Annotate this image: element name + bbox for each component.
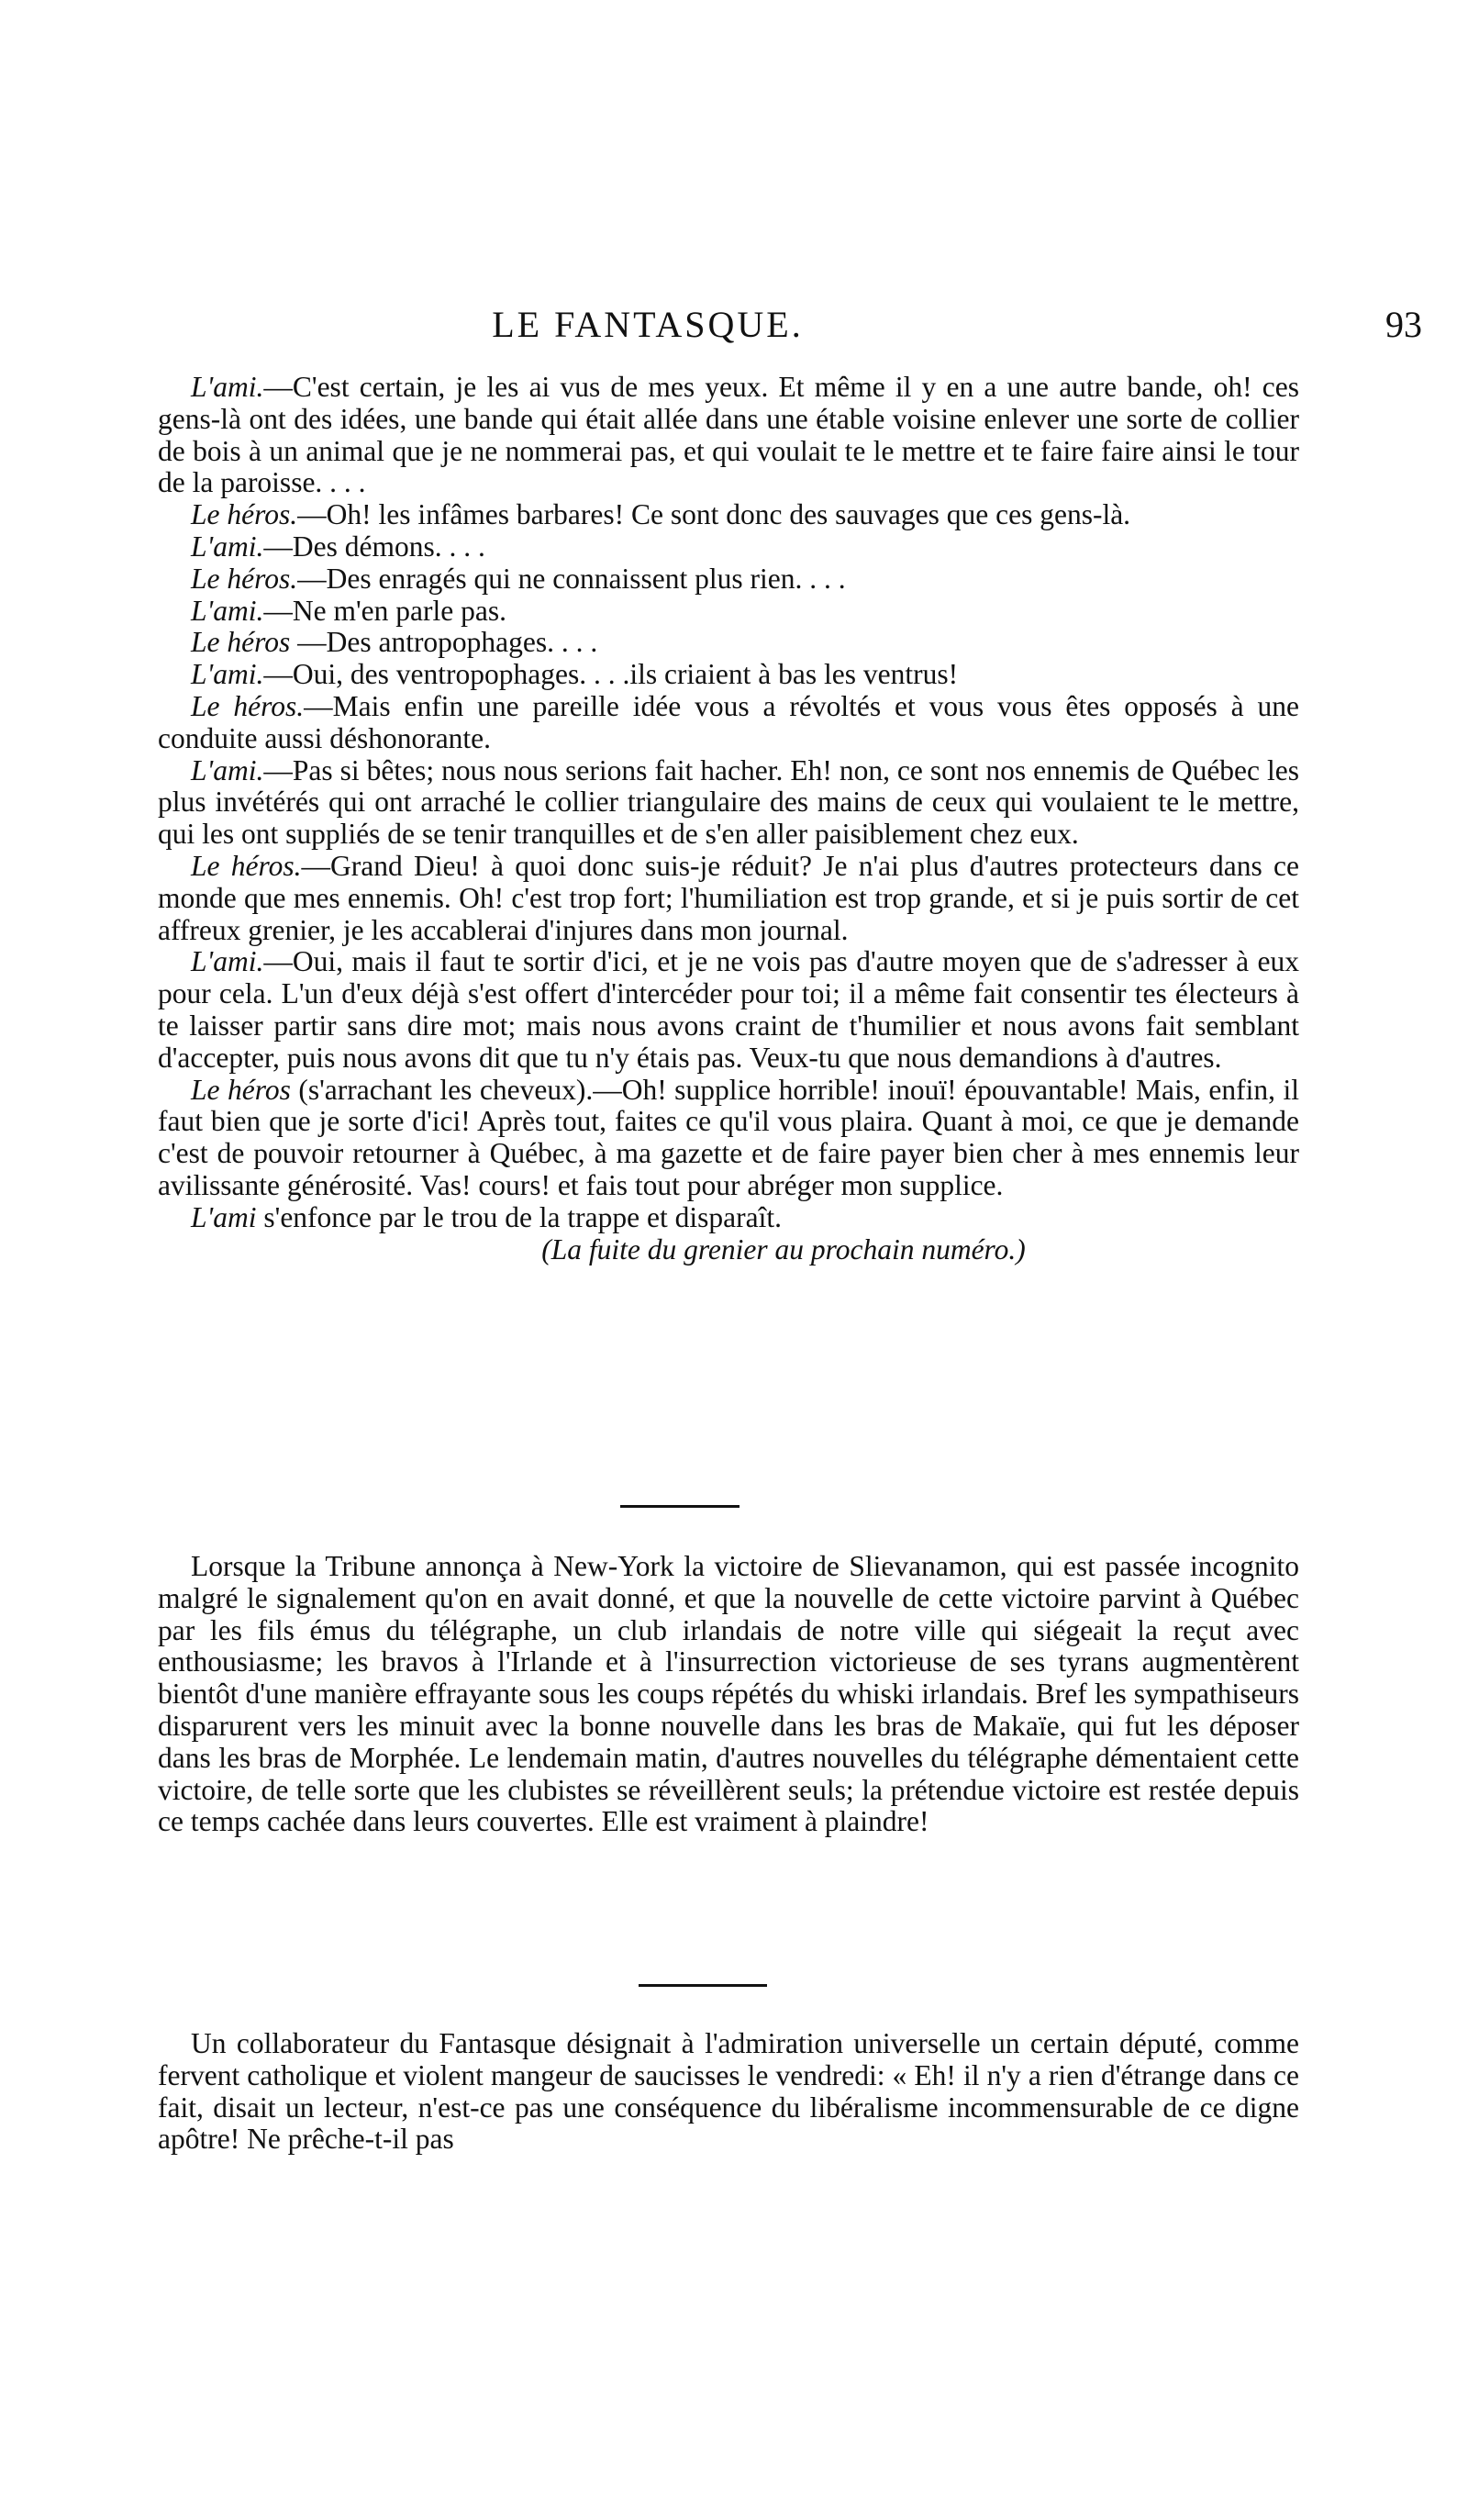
speaker-name: L'ami. [191, 530, 264, 563]
dialogue-text: —Des antropophages. . . . [290, 626, 598, 659]
speaker-name: Le héros. [191, 689, 305, 722]
page-header-title: LE FANTASQUE. [492, 304, 804, 345]
dialogue-text: —Oui, des ventropophages. . . .ils criaient à bas les ventrus! [263, 658, 959, 691]
speaker-name: Le héros. [191, 849, 302, 882]
dialogue-line [158, 946, 1299, 1074]
dialogue-text: —Oui, mais il faut te sortir d'ici, et je ne vois pas d'autre moyen que de s'adresser à eux pour cela. L'un d'eux déjà s'est offert d'intercéder pour toi; il a même fait consentir tes électeurs à te laisser partir sans dire mot; mais nous avons craint de t'humilier et nous avons fait semblant d'accepter, puis nous avons dit que tu n'y étais pas. Veux-tu que nous demandions à d'autres. [158, 945, 1299, 1074]
dialogue-line [158, 755, 1299, 851]
dialogue-text: —Des enragés qui ne connaissent plus rien. . . . [297, 562, 846, 595]
dialogue-text: —Des démons. . . . [263, 530, 485, 563]
dialogue-text: —Grand Dieu! à quoi donc suis-je réduit? Je n'ai plus d'autres protecteurs dans ce monde que mes ennemis. Oh! c'est trop fort; l'humiliation est trop grande, et si je puis sortir de cet affreux grenier, je les accablerai d'injures dans mon journal. [158, 849, 1299, 946]
dialogue-line [158, 627, 1299, 659]
article-paragraph: Lorsque la Tribune annonça à New-York la victoire de Slievanamon, qui est passée incognito malgré le signalement qu'on en avait donné, et que la nouvelle de cette victoire parvint à Québec par les fils émus du télégraphe, un club irlandais de notre ville qui siégeait la reçut avec enthousiasme; les bravos à l'Irlande et à l'insurrection victorieuse de ses tyrans augmentèrent bientôt d'une manière effrayante sous les coups répétés du whiski irlandais. Bref les sympathiseurs disparurent vers les minuit avec la bonne nouvelle dans les bras de Makaïe, qui fut les déposer dans les bras de Morphée. Le lendemain matin, d'autres nouvelles du télégraphe démentaient cette victoire, de telle sorte que les clubistes se réveillèrent seuls; la prétendue victoire est restée depuis ce temps cachée dans leurs couvertes. Elle est vraiment à plaindre! [158, 1550, 1299, 1838]
speaker-name: L'ami. [191, 371, 264, 403]
speaker-name: L'ami. [191, 594, 264, 627]
speaker-name: Le héros. [191, 498, 298, 531]
page-number: 93 [1385, 304, 1422, 345]
dialogue-text: —Oh! les infâmes barbares! Ce sont donc des sauvages que ces gens-là. [297, 498, 1131, 531]
speaker-name: Le héros. [191, 562, 298, 595]
dialogue-line [158, 691, 1299, 755]
dialogue-line [158, 1202, 1299, 1234]
dialogue-text: —Ne m'en parle pas. [263, 594, 506, 627]
dialogue-text: s'enfonce par le trou de la trappe et disparaît. [256, 1200, 782, 1233]
dialogue-line [158, 531, 1299, 563]
dialogue-section [158, 372, 1299, 1266]
dialogue-line [158, 659, 1299, 691]
dialogue-line [158, 499, 1299, 531]
speaker-name: L'ami [191, 1200, 257, 1233]
speaker-name: Le héros [191, 1073, 291, 1106]
article-tribune [158, 1551, 1299, 1838]
speaker-name: Le héros [191, 626, 291, 659]
speaker-name: L'ami. [191, 945, 264, 978]
dialogue-line [158, 372, 1299, 499]
speaker-name: L'ami. [191, 753, 264, 786]
article-collaborateur [158, 2028, 1299, 2156]
dialogue-text: —Mais enfin une pareille idée vous a révoltés et vous vous êtes opposés à une conduite aussi déshonorante. [158, 689, 1299, 754]
dialogue-text: (s'arrachant les cheveux).—Oh! supplice horrible! inouï! épouvantable! Mais, enfin, il faut bien que je sorte d'ici! Après tout, faites ce qu'il vous plaira. Quant à moi, ce que je demande c'est de pouvoir retourner à Québec, à ma gazette et de faire payer bien cher à mes ennemis leur avilissante générosité. Vas! cours! et fais tout pour abréger mon supplice. [158, 1073, 1299, 1201]
section-divider [620, 1505, 740, 1508]
section-divider [639, 1984, 767, 1987]
dialogue-line [158, 563, 1299, 596]
dialogue-text: —C'est certain, je les ai vus de mes yeux. Et même il y en a une autre bande, oh! ces gens-là ont des idées, une bande qui était allée dans une étable voisine enlever une sorte de collier de bois à un animal que je ne nommerai pas, et qui voulait te le mettre et te faire faire ainsi le tour de la paroisse. . . . [158, 371, 1299, 499]
dialogue-text: —Pas si bêtes; nous nous serions fait hacher. Eh! non, ce sont nos ennemis de Québec les plus invétérés qui ont arraché le collier triangulaire des mains de ceux qui voulaient te le mettre, qui les ont suppliés de se tenir tranquilles et de s'en aller paisiblement chez eux. [158, 753, 1299, 851]
speaker-name: L'ami. [191, 658, 264, 691]
dialogue-line [158, 596, 1299, 628]
article-paragraph: Un collaborateur du Fantasque désignait à l'admiration universelle un certain député, comme fervent catholique et violent mangeur de saucisses le vendredi: « Eh! il n'y a rien d'étrange dans ce fait, disait un lecteur, n'est-ce pas une conséquence du libéralisme incommensurable de ce digne apôtre! Ne prêche-t-il pas [158, 2027, 1299, 2156]
sequel-note: (La fuite du grenier au prochain numéro.) [541, 1232, 1026, 1266]
dialogue-line [158, 851, 1299, 946]
dialogue-line [158, 1075, 1299, 1202]
